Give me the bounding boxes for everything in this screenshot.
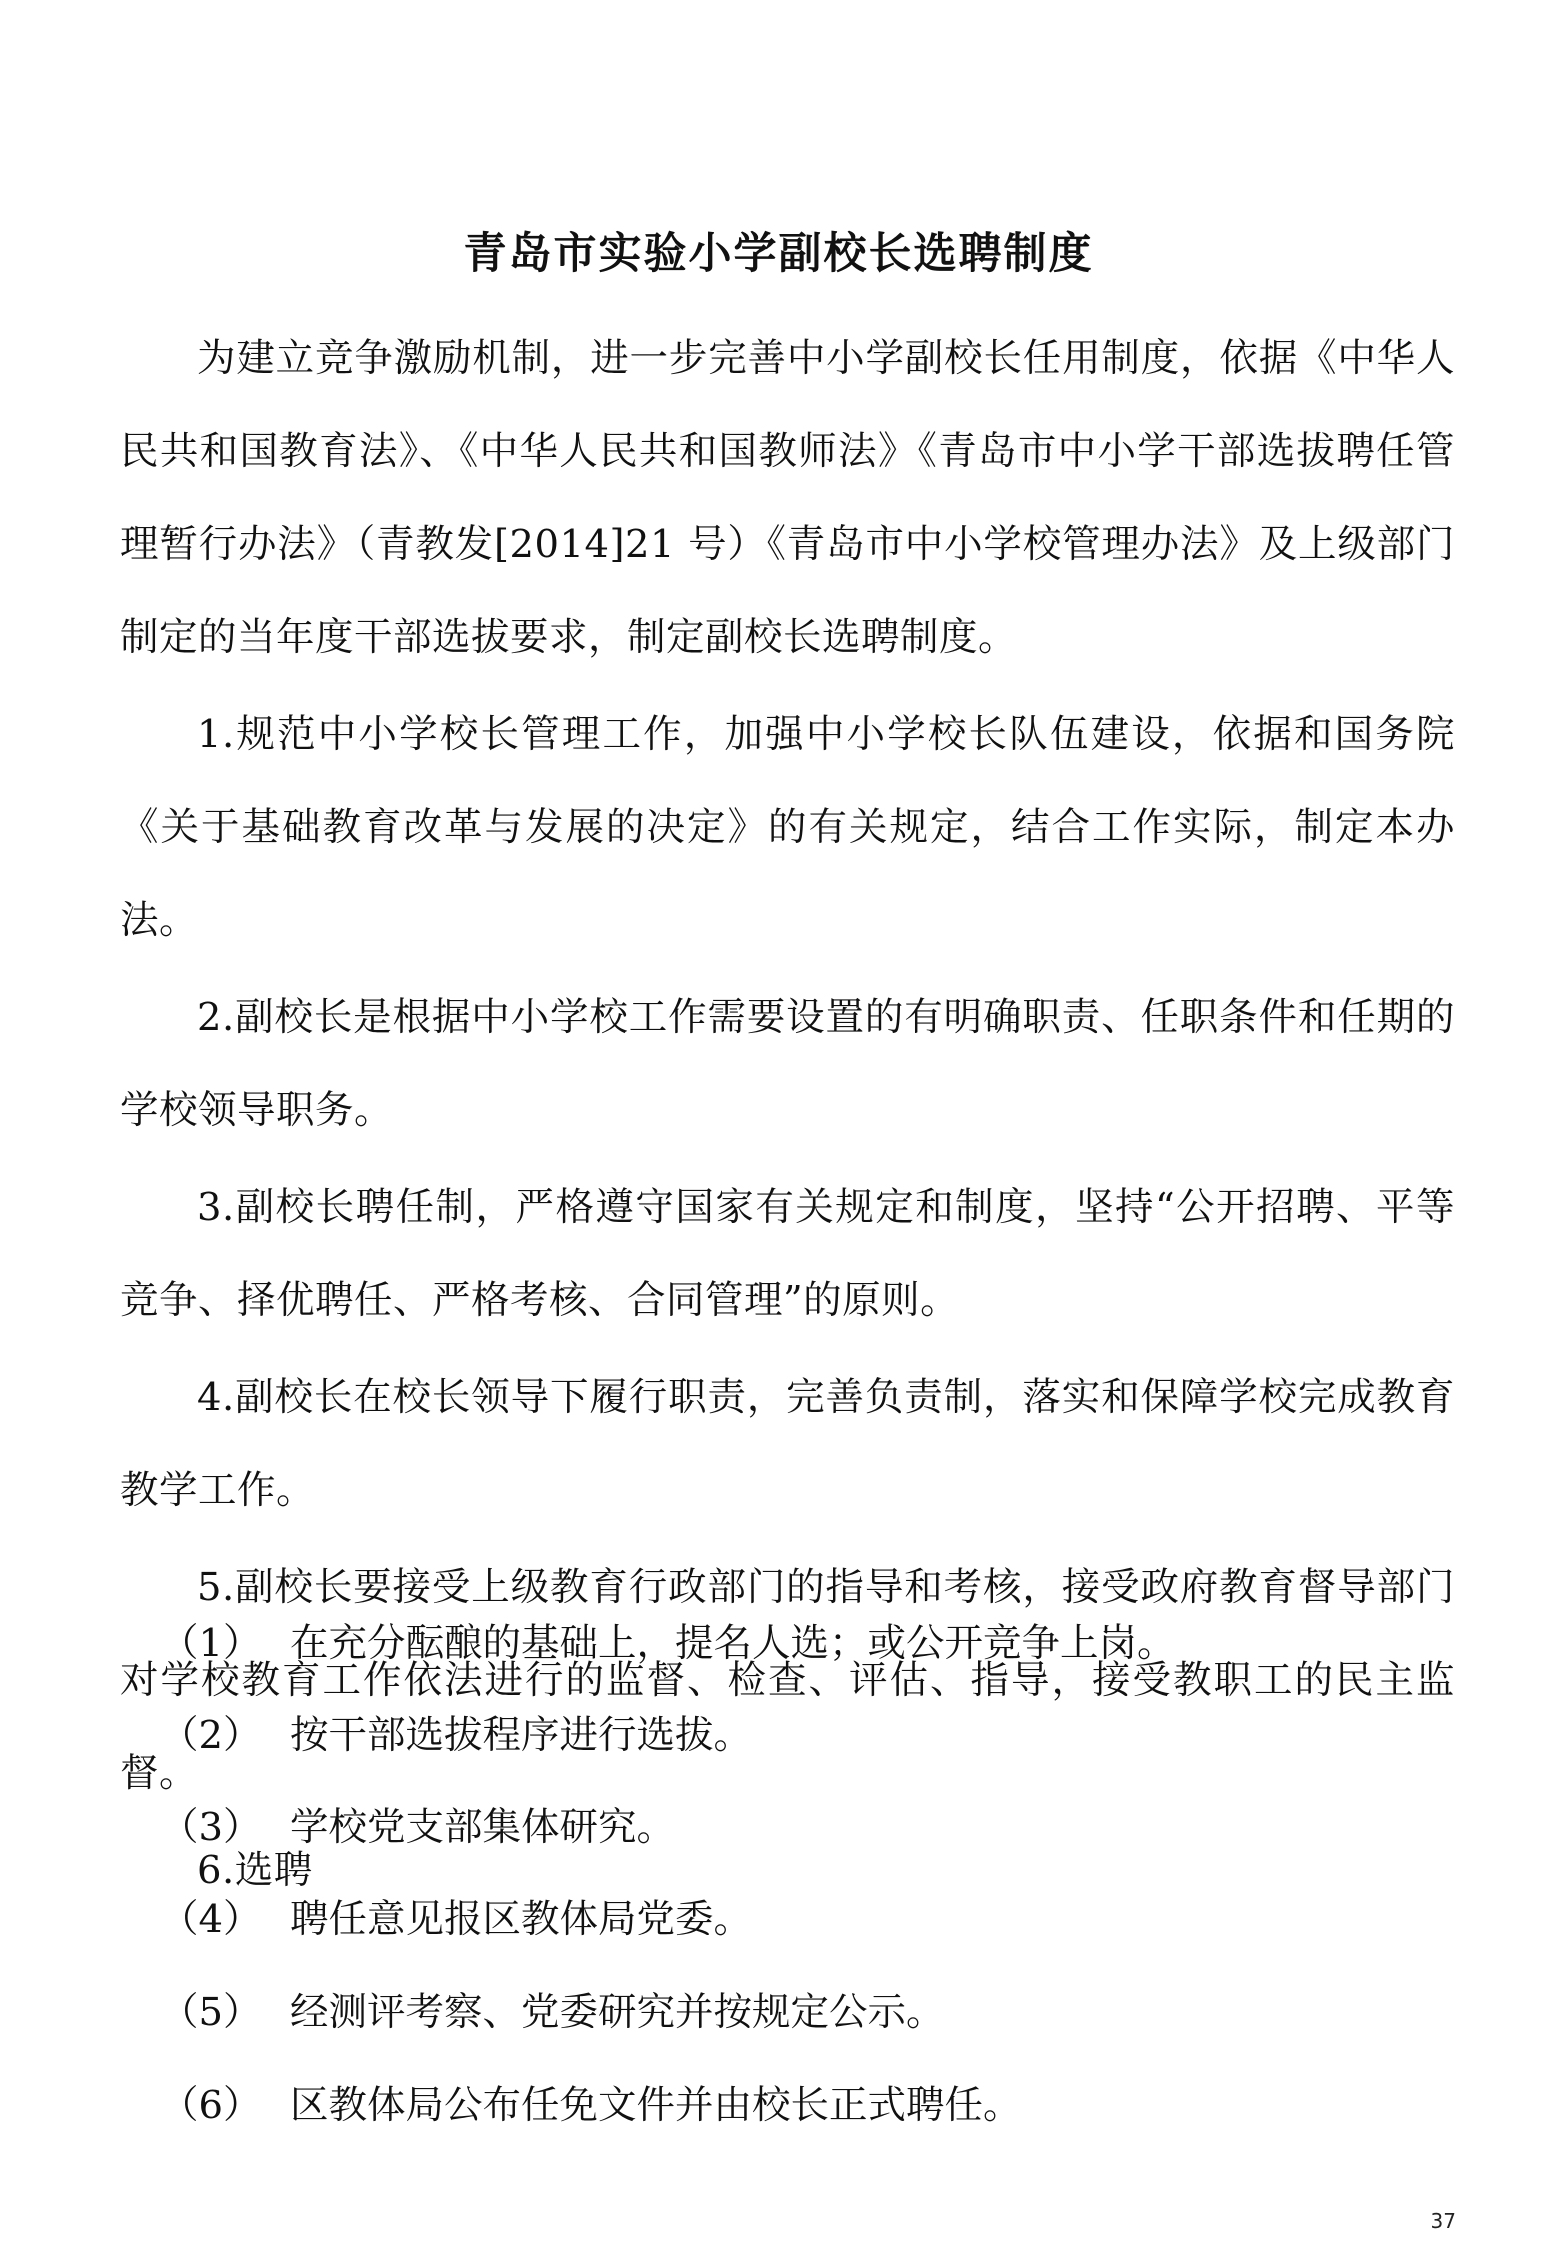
article-paragraph: 3.副校长聘任制，严格遵守国家有关规定和制度，坚持“公开招聘、平等竞争、择优聘任、严格考核、合同管理”的原则。 xyxy=(120,1185,1455,1323)
document-body xyxy=(120,312,1455,1917)
selection-step xyxy=(160,1614,1176,1674)
article-paragraph: 5.副校长要接受上级教育行政部门的指导和考核，接受政府教育督导部门对学校教育工作依法进行的监督、检查、评估、指导，接受教职工的民主监督。 xyxy=(120,1565,1455,1796)
step-number: （2） xyxy=(160,1713,262,1758)
step-text: 聘任意见报区教体局党委。 xyxy=(290,1897,753,1942)
article-paragraph: 6.选聘 xyxy=(197,1848,313,1893)
step-number: （4） xyxy=(160,1897,262,1942)
selection-step xyxy=(160,1706,752,1766)
step-number: （3） xyxy=(160,1805,262,1850)
page-number: 37 xyxy=(1430,2209,1456,2233)
step-text: 经测评考察、党委研究并按规定公示。 xyxy=(290,1990,945,2035)
selection-step xyxy=(160,1983,945,2043)
step-number: （1） xyxy=(160,1621,262,1666)
step-text: 区教体局公布任免文件并由校长正式聘任。 xyxy=(290,2083,1022,2128)
step-text: 按干部选拔程序进行选拔。 xyxy=(290,1713,753,1758)
document-title: 青岛市实验小学副校长选聘制度 xyxy=(463,229,1094,279)
selection-step xyxy=(160,1798,675,1858)
step-text: 在充分酝酿的基础上，提名人选；或公开竞争上岗。 xyxy=(290,1621,1176,1666)
selection-step xyxy=(160,1890,752,1950)
intro-paragraph: 为建立竞争激励机制，进一步完善中小学副校长任用制度，依据《中华人民共和国教育法》、《中华人民共和国教师法》《青岛市中小学干部选拔聘任管理暂行办法》（青教发[2014]21 号）《青岛市中小学校管理办法》及上级部门制定的当年度干部选拔要求，制定副校长选聘制度。 xyxy=(120,336,1456,660)
selection-step xyxy=(160,2076,1022,2136)
article-paragraph: 4.副校长在校长领导下履行职责，完善负责制，落实和保障学校完成教育教学工作。 xyxy=(120,1375,1455,1513)
step-number: （6） xyxy=(160,2083,262,2128)
step-number: （5） xyxy=(160,1990,262,2035)
article-paragraph: 2.副校长是根据中小学校工作需要设置的有明确职责、任职条件和任期的学校领导职务。 xyxy=(120,995,1455,1133)
article-paragraph: 1.规范中小学校长管理工作，加强中小学校长队伍建设，依据和国务院《关于基础教育改革与发展的决定》的有关规定，结合工作实际，制定本办法。 xyxy=(120,712,1455,943)
step-text: 学校党支部集体研究。 xyxy=(290,1805,676,1850)
